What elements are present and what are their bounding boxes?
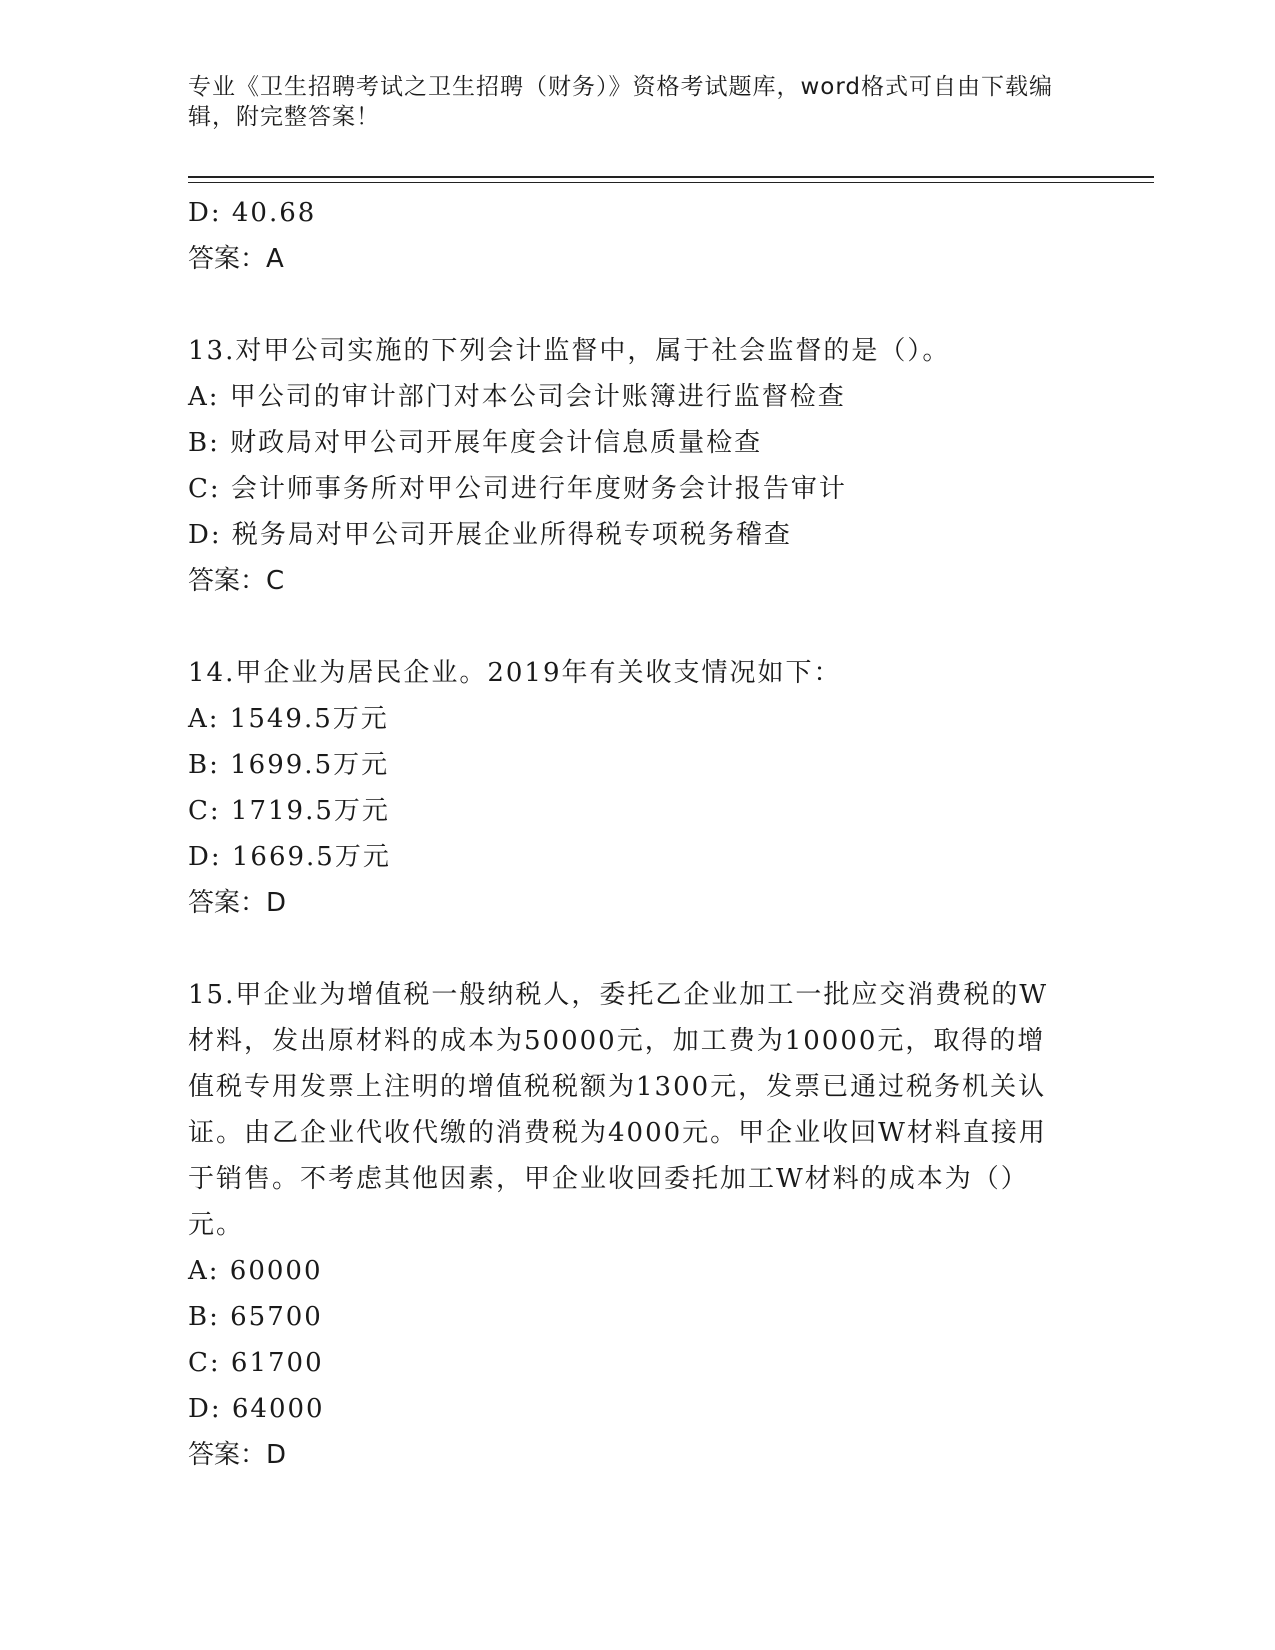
- question-12-tail: [188, 190, 1088, 282]
- option-a: A: 甲公司的审计部门对本公司会计账簿进行监督检查: [188, 382, 846, 412]
- option-c: C: 1719.5万元: [188, 796, 390, 826]
- option-a: A: 60000: [188, 1256, 323, 1286]
- option-b: B: 财政局对甲公司开展年度会计信息质量检查: [188, 428, 763, 458]
- option-d: D: 税务局对甲公司开展企业所得税专项税务稽查: [188, 520, 792, 550]
- option-b: B: 65700: [188, 1302, 323, 1332]
- option-c: C: 会计师事务所对甲公司进行年度财务会计报告审计: [188, 474, 847, 504]
- option-c: C: 61700: [188, 1348, 324, 1378]
- question-14: [188, 650, 1088, 926]
- question-stem: 15.甲企业为增值税一般纳税人，委托乙企业加工一批应交消费税的W材料，发出原材料的成本为50000元，加工费为10000元，取得的增值税专用发票上注明的增值税税额为1300元，发票已通过税务机关认证。由乙企业代收代缴的消费税为4000元。甲企业收回W材料直接用于销售。不考虑其他因素，甲企业收回委托加工W材料的成本为（）元。: [188, 980, 1049, 1240]
- option-d: D: 40.68: [188, 198, 317, 228]
- option-a: A: 1549.5万元: [188, 704, 389, 734]
- option-b: B: 1699.5万元: [188, 750, 390, 780]
- question-15: [188, 972, 1088, 1478]
- question-13: [188, 328, 1088, 604]
- option-d: D: 1669.5万元: [188, 842, 391, 872]
- option-d: D: 64000: [188, 1394, 325, 1424]
- answer-label: 答案：D: [188, 888, 287, 918]
- answer-label: 答案：D: [188, 1440, 287, 1470]
- document-header: 专业《卫生招聘考试之卫生招聘（财务）》资格考试题库，word格式可自由下载编辑，附完整答案！: [188, 74, 1054, 130]
- answer-label: 答案：C: [188, 566, 285, 596]
- answer-label: 答案：A: [188, 244, 284, 274]
- header-divider-thick: [188, 176, 1154, 178]
- question-list: [188, 190, 1088, 1478]
- question-stem: 13.对甲公司实施的下列会计监督中，属于社会监督的是（）。: [188, 336, 951, 366]
- header-divider-thin: [188, 182, 1154, 183]
- question-stem: 14.甲企业为居民企业。2019年有关收支情况如下：: [188, 658, 842, 688]
